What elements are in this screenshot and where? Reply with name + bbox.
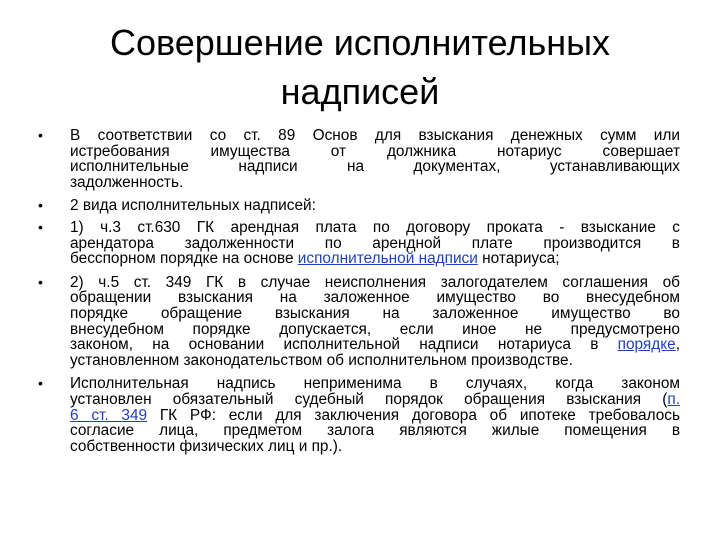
item-line: арендатора задолженности по арендной плате производится в [70,234,680,252]
slide-title [60,18,660,116]
item-line: внесудебном порядке допускается, если иное не предусмотрено [70,320,680,338]
article-349-link-part2[interactable]: 6 ст. 349 [70,406,148,424]
item-line [70,408,680,424]
bullet-marker: • [38,273,43,290]
bullet-item-notary-basis [38,128,680,190]
item-text: , [675,336,680,354]
item-line: 2 вида исполнительных надписей: [70,197,316,215]
item-line: Исполнительная надпись неприменима в случаях, когда законом [70,375,680,393]
procedure-link[interactable]: порядке [617,336,676,354]
item-line: порядке обращение взыскания на заложенное имущество во [70,304,680,322]
item-text: бесспорном порядке на основе [70,250,298,268]
item-line [70,392,680,408]
bullet-marker: • [38,218,43,235]
bullet-item-two-types [38,198,680,214]
item-line: собственности физических лиц и пр.). [70,437,343,455]
slide-title-line-1: Совершение исполнительных [110,22,610,63]
item-line: установленном законодательством об исполнительном производстве. [70,351,573,369]
item-text: нотариуса; [477,250,560,268]
article-349-link-part1[interactable]: п. [667,390,680,408]
item-line [70,337,680,353]
executive-inscription-link[interactable]: исполнительной надписи [297,250,478,268]
item-line: исполнительные надписи на документах, устанавливающих [70,158,680,176]
item-text: законом, на основании исполнительной надписи нотариуса в [70,336,618,354]
item-line: 2) ч.5 ст. 349 ГК в случае неисполнения залогодателем соглашения об [70,273,680,291]
bullet-item-pledge [38,275,680,369]
item-line: 1) ч.3 ст.630 ГК арендная плата по договору проката - взыскание с [70,218,680,236]
bullet-item-inapplicable [38,376,680,454]
item-line: истребования имущества от должника нотариус совершает [70,142,680,160]
item-line: согласие лица, предметом залога являются жилые помещения в [70,422,680,440]
item-line: задолженность. [70,173,184,191]
item-line: обращении взыскания на заложенное имущество во внесудебном [70,289,680,307]
item-line: В соответствии со ст. 89 Основ для взыскания денежных сумм или [70,127,680,144]
slide-title-line-2: надписей [280,71,440,112]
item-line [70,251,680,267]
bullet-item-rental [38,220,680,267]
bullet-list [38,128,680,462]
bullet-marker: • [38,197,43,214]
bullet-marker: • [38,127,43,143]
item-text: ГК РФ: если для заключения договора об ипотеке требовалось [147,406,680,424]
bullet-marker: • [38,375,43,392]
item-text: установлен обязательный судебный порядок обращения взыскания ( [70,390,668,408]
